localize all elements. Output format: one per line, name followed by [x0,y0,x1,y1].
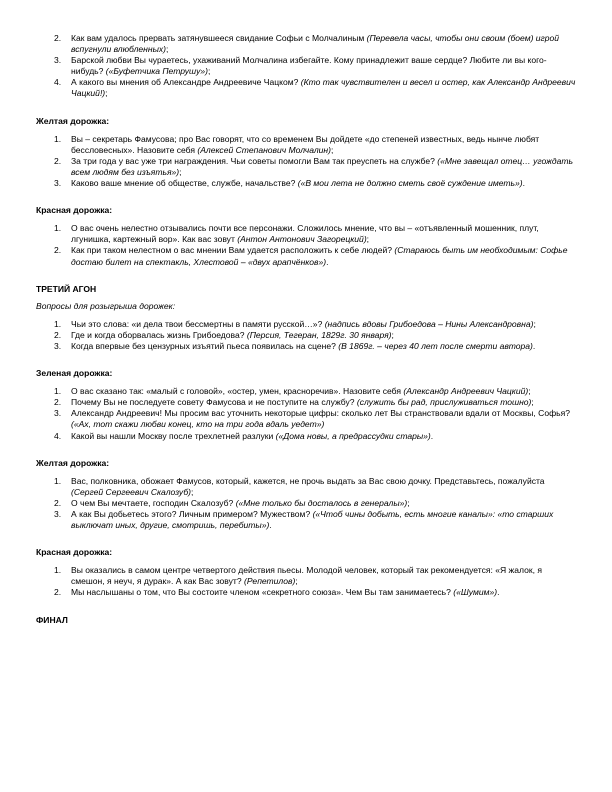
item-number: 3. [54,340,62,351]
list-item: 1. Вы оказались в самом центре четвертого действия пьесы. Молодой человек, который так рекомендуется: «Я жалок, я смешон, я неуч, я дурак». А как Вас зовут? (Репетилов); [54,565,542,587]
item-number: 2. [54,155,62,166]
item-text: Какой вы нашли Москву после трехлетней разлуки [71,430,274,441]
item-number: 1. [54,475,62,486]
item-text: Когда впервые без цензурных изъятий пьеса появилась на сцене? [71,340,336,351]
item-number: 3. [54,509,62,519]
item-text: Как при таком нелестном о вас мнении Вам удается расположить к себе людей? [71,245,392,256]
item-answer: («Ах, тот скажи любви конец, кто на три года вдаль уедет») [71,419,325,430]
item-number: 2. [54,245,62,256]
item-text: Где и когда оборвалась жизнь Грибоедова? [71,329,245,340]
item-text: О вас очень нелестно отзывались почти все персонажи. Сложилось мнение, что вы – «отъявленный мошенник, плут, лгунишка, картежный вор». Как вас зовут [71,223,539,245]
item-number: 1. [54,133,62,144]
list-item: 2. Как вам удалось прервать затянувшееся свидание Софьи с Молчалиным (Перевела часы, чтобы они своим (боем) игрой вспугнули влюбленных); [54,33,560,55]
item-text: О вас сказано так: «малый с головой», «остер, умен, красноречив». Назовите себя [71,386,401,397]
item-text: Почему Вы не последуете совету Фамусова и не поступите на службу? [71,397,355,408]
item-text: Вы оказались в самом центре четвертого действия пьесы. Молодой человек, который так рекомендуется: «Я жалок, я смешон, я неуч, я дурак». А как Вас зовут? [71,565,542,587]
item-answer: (Антон Антонович Загорецкий) [237,234,367,245]
item-number: 2. [54,397,62,408]
section-heading-final: ФИНАЛ [36,614,68,625]
item-text: Барской любви Вы чураетесь, ухаживаний Молчалина избегайте. Кому принадлежит ваше сердце? Любите ли вы кого-нибудь? [71,55,547,77]
item-text: Каково ваше мнение об обществе, службе, начальстве? [71,178,296,189]
yellow-track-list [36,134,576,189]
item-number: 1. [54,318,62,329]
item-answer: (служить бы рад, прислуживаться тошно) [356,397,532,408]
item-number: 1. [54,565,62,576]
item-text: О чем Вы мечтаете, господин Скалозуб? [71,497,234,508]
item-text: Чьи это слова: «и дела твои бессмертны в памяти русской…»? [71,318,323,329]
list-item: 4. А какого вы мнения об Александре Андреевиче Чацком? (Кто так чувствителен и весел и остер, как Александр Андреевич Чацкий!); [54,77,576,99]
list-item: 2. Почему Вы не последуете совету Фамусова и не поступите на службу? (служить бы рад, прислуживаться тошно); [54,397,534,408]
list-item: 3. Когда впервые без цензурных изъятий пьеса появилась на сцене? (В 1869г. – через 40 лет после смерти автора). [54,340,536,351]
section-heading-yellow: Желтая дорожка: [36,457,110,468]
item-answer: («Шумим») [453,587,498,598]
item-answer: (надпись вдовы Грибоедова – Нины Александровна) [324,318,534,329]
red-track-list [36,223,576,267]
item-answer: (Алексей Степанович Молчалин) [197,144,331,155]
item-answer: («В мои лета не должно сметь своё суждение иметь») [297,178,523,189]
item-answer: (Стараюсь быть им необходимым: Софье достаю билет на спектакль, Хлестовой – «двух арапчёнков») [71,245,568,267]
item-text: Мы наслышаны о том, что Вы состоите членом «секретного союза». Чем Вы там занимаетесь? [71,587,451,598]
draw-questions-list [36,319,576,352]
list-item: 4. Какой вы нашли Москву после трехлетней разлуки («Дома новы, а предрассудки стары»). [54,430,434,441]
list-item [36,408,576,430]
list-item: 1. О вас сказано так: «малый с головой», «остер, умен, красноречив». Назовите себя (Александр Андреевич Чацкий); [54,386,531,397]
item-answer: (Репетилов) [243,576,296,587]
item-number: 2. [54,329,62,340]
item-number: 3. [54,55,62,66]
section-heading-third-agon: ТРЕТИЙ АГОН [36,283,97,294]
item-answer: (В 1869г. – через 40 лет после смерти автора) [338,340,533,351]
item-answer: (Александр Андреевич Чацкий) [403,386,529,397]
item-answer: (Перевела часы, чтобы они своим (боем) игрой вспугнули влюбленных) [71,33,560,55]
list-item: 2. Где и когда оборвалась жизнь Грибоедова? (Персия, Тегеран, 1829г. 30 января); [54,329,394,340]
section-heading-red: Красная дорожка: [36,547,113,558]
list-item: 2. Мы наслышаны о том, что Вы состоите членом «секретного союза». Чем Вы там занимаетесь? («Шумим»). [54,587,500,598]
section-heading-red: Красная дорожка: [36,205,113,216]
list-item: 2. За три года у вас уже три награждения. Чьи советы помогли Вам так преуспеть на службе? («Мне завещал отец… угождать всем людям без изъятья»); [54,155,574,177]
item-number: 1. [54,223,62,234]
list-item: 2. Как при таком нелестном о вас мнении Вам удается расположить к себе людей? (Стараюсь быть им необходимым: Софье достаю билет на спектакль, Хлестовой – «двух арапчёнков»). [54,245,568,267]
item-number: 1. [54,386,62,397]
item-text: Вас, полковника, обожает Фамусов, который, кажется, не прочь выдать за Вас свою дочку. Представьтесь, пожалуйста [71,475,545,486]
item-answer: (Кто так чувствителен и весел и остер, как Александр Андреевич Чацкий!) [71,77,576,99]
list-item: 3. Каково ваше мнение об обществе, службе, начальстве? («В мои лета не должно сметь своё суждение иметь»). [54,178,526,189]
item-text: За три года у вас уже три награждения. Чьи советы помогли Вам так преуспеть на службе? [71,155,435,166]
item-number: 3. [54,408,62,419]
item-text: Как вам удалось прервать затянувшееся свидание Софьи с Молчалиным [71,33,365,43]
list-item: 3. А как Вы добьетесь этого? Личным примером? Мужеством? («Чтоб чины добыть, есть многие каналы»: «то старших выключат иных, другие, смотришь, перебиты»). [54,509,554,531]
section-heading-yellow: Желтая дорожка: [36,115,110,126]
item-number: 2. [54,497,62,508]
yellow-track-list [36,476,576,531]
list-item: 1. Вас, полковника, обожает Фамусов, который, кажется, не прочь выдать за Вас свою дочку. Представьтесь, пожалуйста (Сергей Сергеевич Скалозуб); [54,475,545,497]
item-text: Александр Андреевич! Мы просим вас уточнить некоторые цифры: сколько лет Вы странствовали вдали от Москвы, Софья? [71,408,570,419]
item-answer: («Мне только бы досталось в генералы») [235,497,408,508]
green-track-list [36,386,576,441]
item-answer: («Чтоб чины добыть, есть многие каналы»: «то старших выключат иных, другие, смотришь, перебиты») [71,509,554,531]
item-number: 4. [54,77,62,88]
section-subtitle: Вопросы для розыгрыша дорожек: [36,300,176,311]
item-answer: («Буфетчика Петрушу») [105,66,208,77]
item-answer: («Мне завещал отец… угождать всем людям без изъятья») [71,155,574,177]
item-text: Вы – секретарь Фамусова; про Вас говорят, что со временем Вы дойдете «до степеней известных, ведь нынче любят бессловесных». Назовите себя [71,133,540,155]
item-number: 3. [54,178,62,189]
list-item: 2. О чем Вы мечтаете, господин Скалозуб? («Мне только бы досталось в генералы»); [54,497,410,508]
item-number: 4. [54,430,62,441]
item-answer: (Персия, Тегеран, 1829г. 30 января) [246,329,392,340]
item-number: 2. [54,587,62,598]
item-answer: (Сергей Сергеевич Скалозуб) [71,486,191,497]
list-item: 1. Чьи это слова: «и дела твои бессмертны в памяти русской…»? (надпись вдовы Грибоедова – Нины Александровна); [54,318,536,329]
list-item: 3. Барской любви Вы чураетесь, ухаживаний Молчалина избегайте. Кому принадлежит ваше сердце? Любите ли вы кого-нибудь? («Буфетчика Петрушу»); [54,55,547,77]
item-text: А какого вы мнения об Александре Андреевиче Чацком? [71,77,299,88]
section-heading-green: Зеленая дорожка: [36,368,113,379]
opening-list [36,33,576,100]
item-number: 2. [54,33,62,43]
red-track-list [36,565,576,598]
item-answer: («Дома новы, а предрассудки стары») [275,430,431,441]
list-item: 1. О вас очень нелестно отзывались почти все персонажи. Сложилось мнение, что вы – «отъявленный мошенник, плут, лгунишка, картежный вор». Как вас зовут (Антон Антонович Загорецкий); [54,223,539,245]
item-text: А как Вы добьетесь этого? Личным примером? Мужеством? [71,509,311,519]
list-item: 1. Вы – секретарь Фамусова; про Вас говорят, что со временем Вы дойдете «до степеней известных, ведь нынче любят бессловесных». Назовите себя (Алексей Степанович Молчалин); [54,133,540,155]
